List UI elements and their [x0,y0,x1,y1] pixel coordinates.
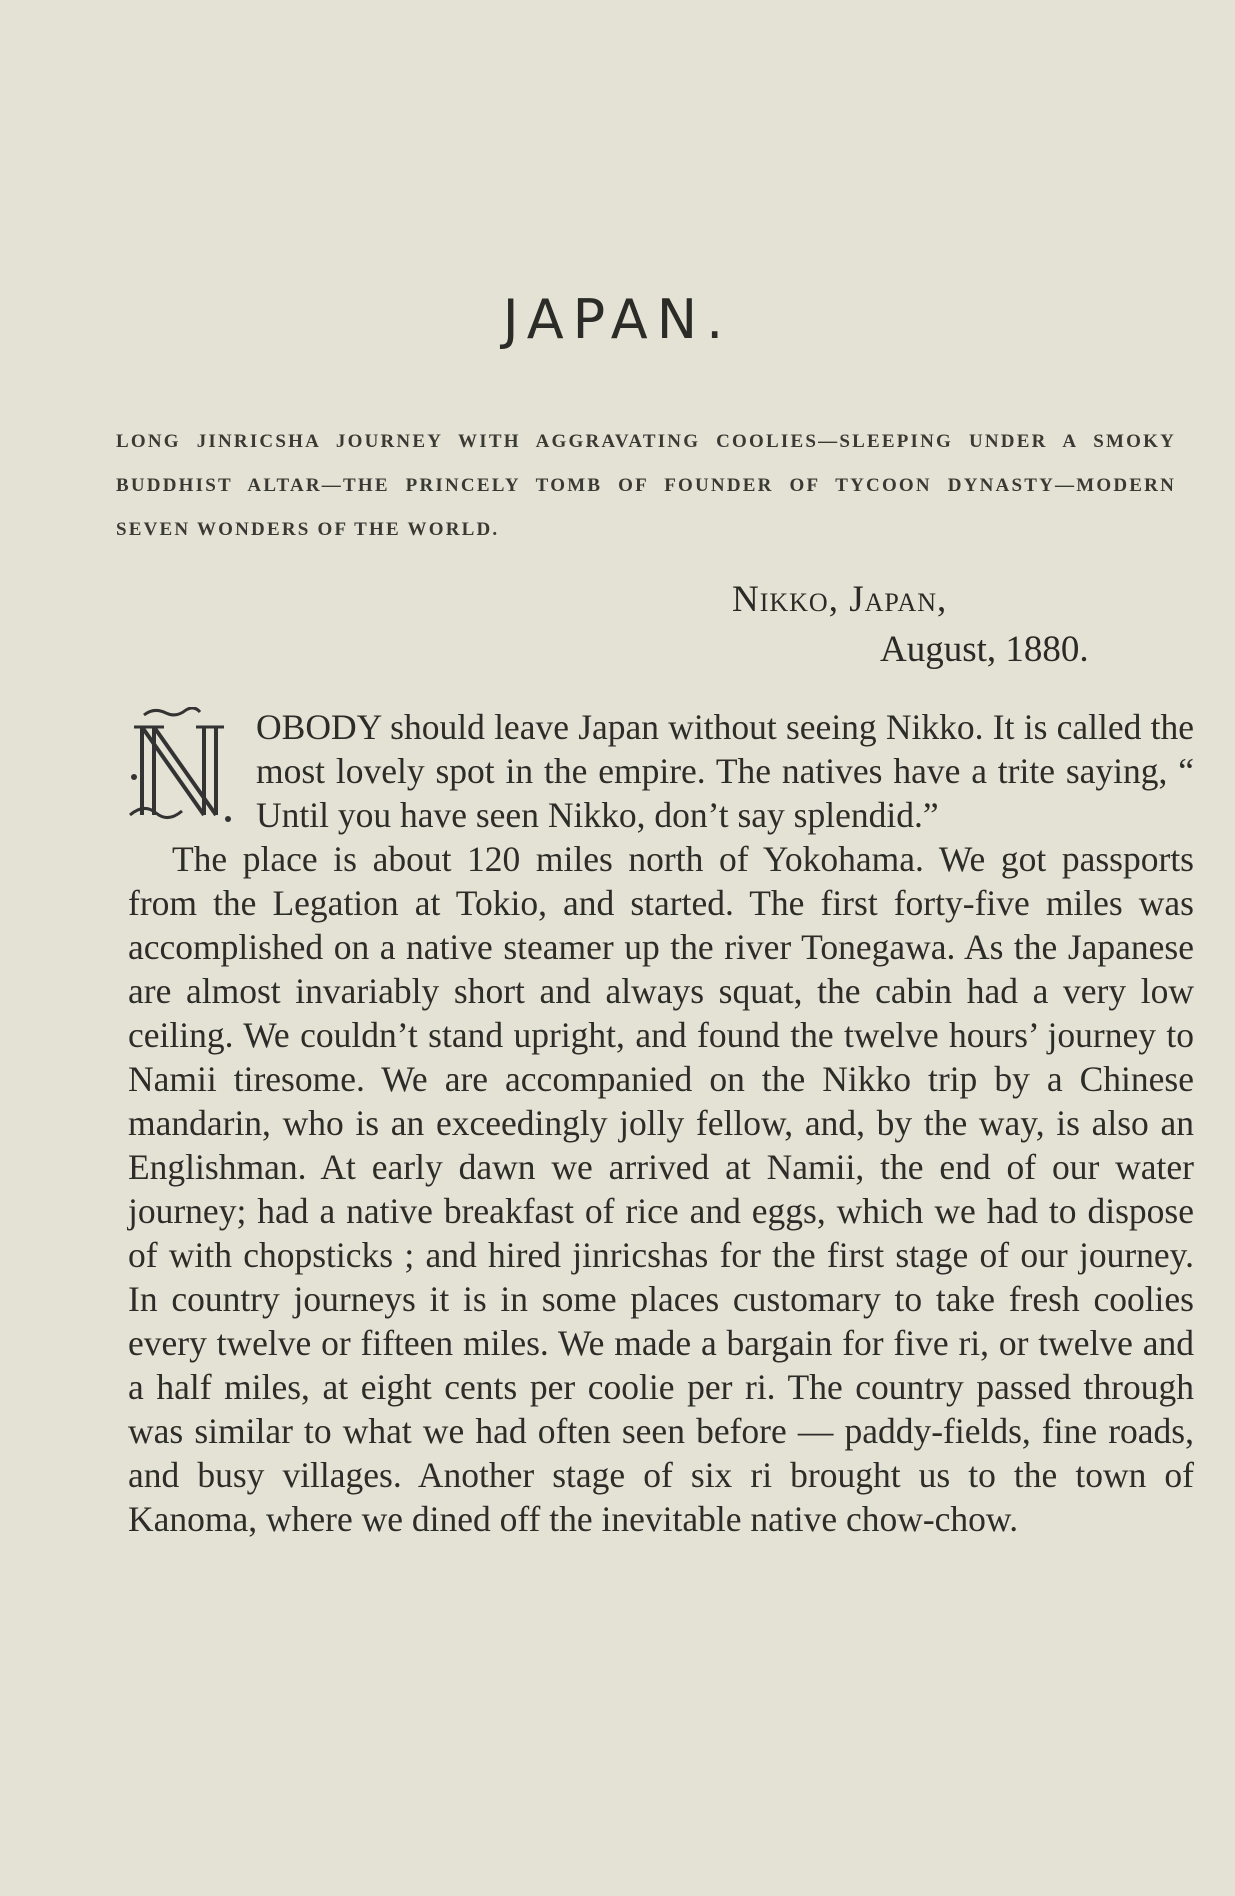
chapter-summary: LONG JINRICSHA JOURNEY WITH AGGRAVATING COOLIES—SLEEPING UNDER A SMOKY BUDDHIST ALTAR—THE PRINCELY TOMB OF FOUNDER OF TYCOON DYNASTY—MODERN SEVEN WONDERS OF THE WORLD. [116,431,1176,540]
body-text [128,705,1194,1541]
dateline-date: August, 1880. [880,629,1089,670]
dateline-place: Nikko, Japan, [732,579,948,620]
page-title: JAPAN. [502,288,733,351]
drop-cap-n-icon [124,707,242,835]
paragraph-2: The place is about 120 miles north of Yokohama. We got passports from the Legation at Tokio, and started. The first forty-five miles was accomplished on a native steamer up the river Tonegawa. As the Japanese are almost invariably short and always squat, the cabin had a very low ceiling. We couldn’t stand upright, and found the twelve hours’ journey to Namii tiresome. We are accompanied on the Nikko trip by a Chinese mandarin, who is an exceedingly jolly fellow, and, by the way, is also an Englishman. At early dawn we arrived at Namii, the end of our water journey; had a native breakfast of rice and eggs, which we had to dispose of with chopsticks ; and hired jinricshas for the first stage of our journey. In country journeys it is in some places customary to take fresh coolies every twelve or fifteen miles. We made a bargain for five ri, or twelve and a half miles, at eight cents per coolie per ri. The country passed through was similar to what we had often seen before — paddy-fields, fine roads, and busy villages. Another stage of six ri brought us to the town of Kanoma, where we dined off the inevitable native chow-chow. [128,839,1194,1539]
paragraph-1: OBODY should leave Japan without seeing Nikko. It is called the most lovely spot in the empire. The natives have a trite saying, “ Until you have seen Nikko, don’t say splendid.” [256,707,1194,835]
